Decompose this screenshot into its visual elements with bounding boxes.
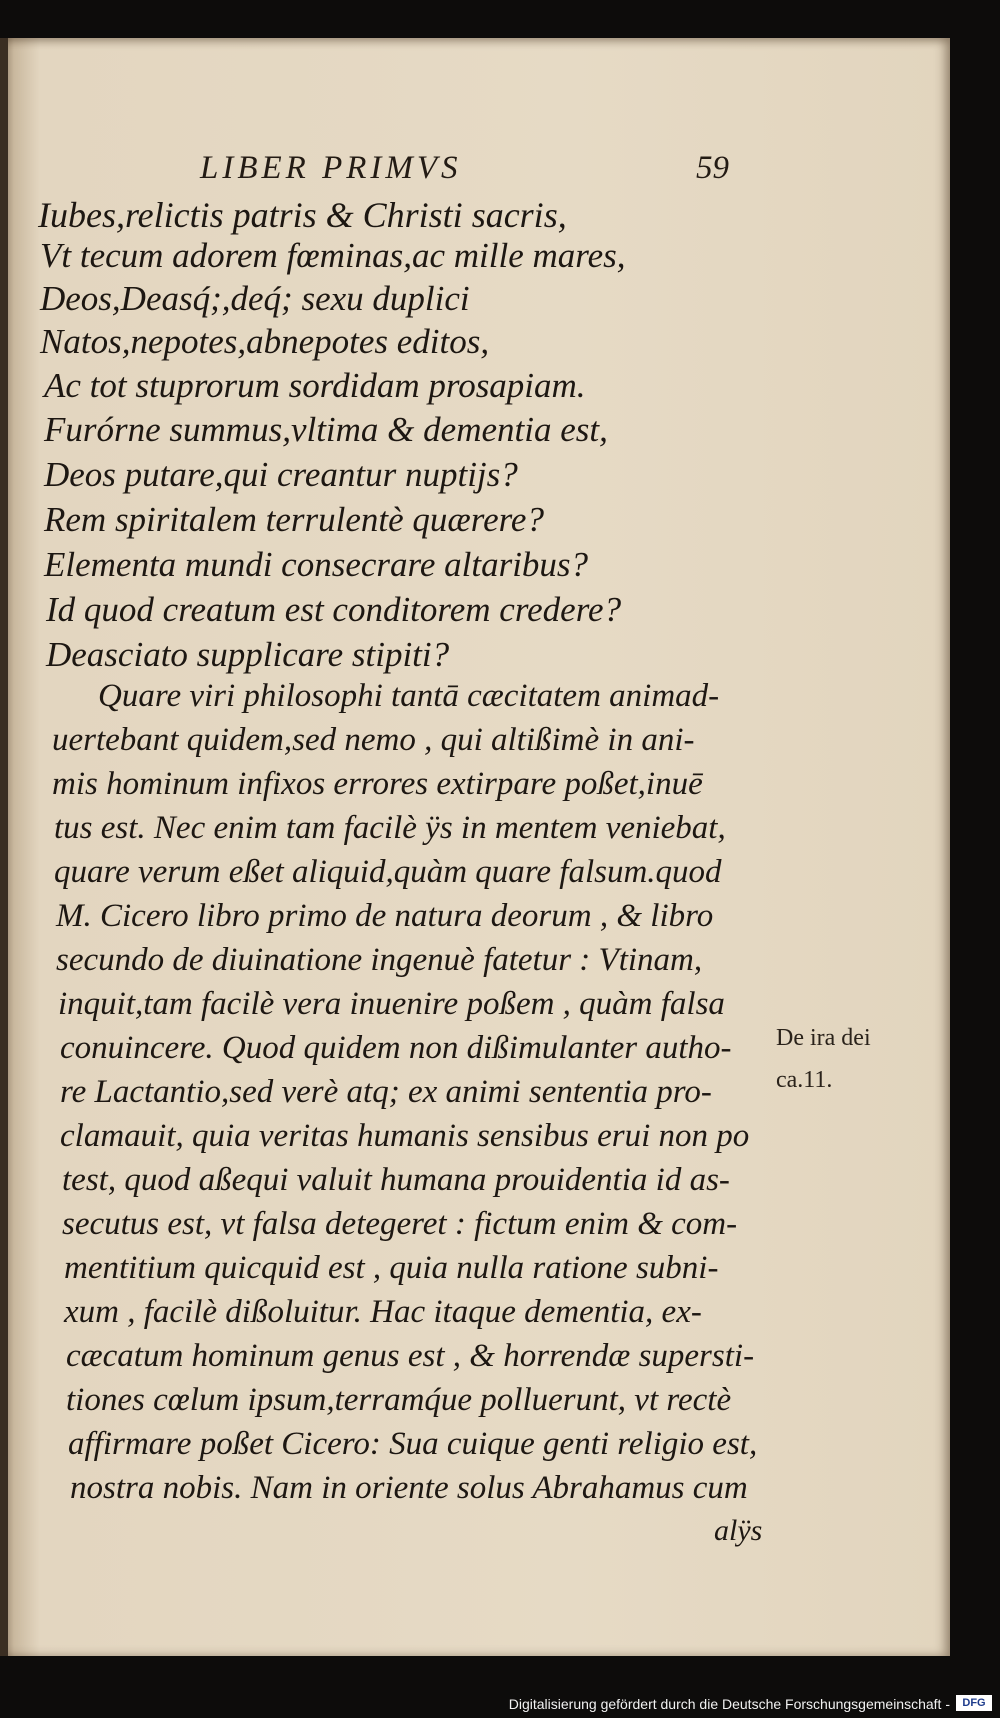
text-line: secundo de diuinatione ingenuè fatetur : Vtinam,	[56, 942, 703, 978]
text-line: Deos putare,qui creantur nuptijs?	[44, 455, 518, 494]
footer-credit: Digitalisierung gefördert durch die Deutsche Forschungsgemeinschaft -	[508, 1696, 950, 1712]
text-line: Ac tot stuprorum sordidam prosapiam.	[44, 366, 586, 405]
text-line: Rem spiritalem terrulentè quærere?	[44, 500, 544, 539]
text-line: tiones cœlum ipsum,terramq́ue polluerunt, vt rectè	[66, 1382, 732, 1418]
text-line: affirmare poßet Cicero: Sua cuique genti religio est,	[68, 1426, 758, 1462]
text-line: Furórne summus,vltima & dementia est,	[44, 410, 608, 449]
text-line: Vt tecum adorem fœminas,ac mille mares,	[40, 236, 626, 275]
text-line: Deasciato supplicare stipiti?	[46, 635, 450, 674]
catchword: alÿs	[714, 1514, 763, 1547]
text-line: Id quod creatum est conditorem credere?	[46, 590, 622, 629]
text-line: inquit,tam facilè vera inuenire poßem , quàm falsa	[58, 986, 725, 1022]
page-header	[0, 150, 950, 190]
text-line: test, quod aßequi valuit humana prouidentia id as-	[62, 1162, 730, 1198]
text-line: mis hominum infixos errores extirpare poßet,inuē	[52, 766, 703, 802]
text-line: re Lactantio,sed verè atq; ex animi sententia pro-	[60, 1074, 712, 1110]
text-line: conuincere. Quod quidem non dißimulanter autho-	[60, 1030, 732, 1066]
text-line: Natos,nepotes,abnepotes editos,	[40, 322, 490, 361]
text-line: M. Cicero libro primo de natura deorum , & libro	[56, 898, 714, 934]
page-number: 59	[696, 150, 729, 186]
text-line: Quare viri philosophi tantā cæcitatem animad-	[98, 678, 720, 714]
text-line: Elementa mundi consecrare altaribus?	[44, 545, 589, 584]
margin-note: De ira dei	[776, 1025, 871, 1051]
text-line: clamauit, quia veritas humanis sensibus erui non po	[60, 1118, 750, 1154]
text-line: Iubes,relictis patris & Christi sacris,	[38, 195, 567, 235]
dfg-logo-icon: DFG	[956, 1695, 992, 1711]
text-line: secutus est, vt falsa detegeret : fictum enim & com-	[62, 1206, 738, 1242]
page-spine-edge	[0, 38, 8, 1656]
text-line: cæcatum hominum genus est , & horrendæ supersti-	[66, 1338, 755, 1374]
text-line: tus est. Nec enim tam facilè ÿs in mentem veniebat,	[54, 810, 726, 846]
text-line: mentitium quicquid est , quia nulla ratione subni-	[64, 1250, 719, 1286]
digitization-footer	[0, 1690, 1000, 1718]
text-line: nostra nobis. Nam in oriente solus Abrahamus cum	[70, 1470, 748, 1506]
margin-note: ca.11.	[776, 1067, 833, 1093]
text-line: Deos,Deasq́;,deq́; sexu duplici	[40, 279, 470, 318]
text-line: xum , facilè dißoluitur. Hac itaque dementia, ex-	[64, 1294, 702, 1330]
text-line: uertebant quidem,sed nemo , qui altißimè in ani-	[52, 722, 695, 758]
running-head: LIBER PRIMVS	[200, 150, 462, 186]
text-line: quare verum eßet aliquid,quàm quare falsum.quod	[54, 854, 722, 890]
